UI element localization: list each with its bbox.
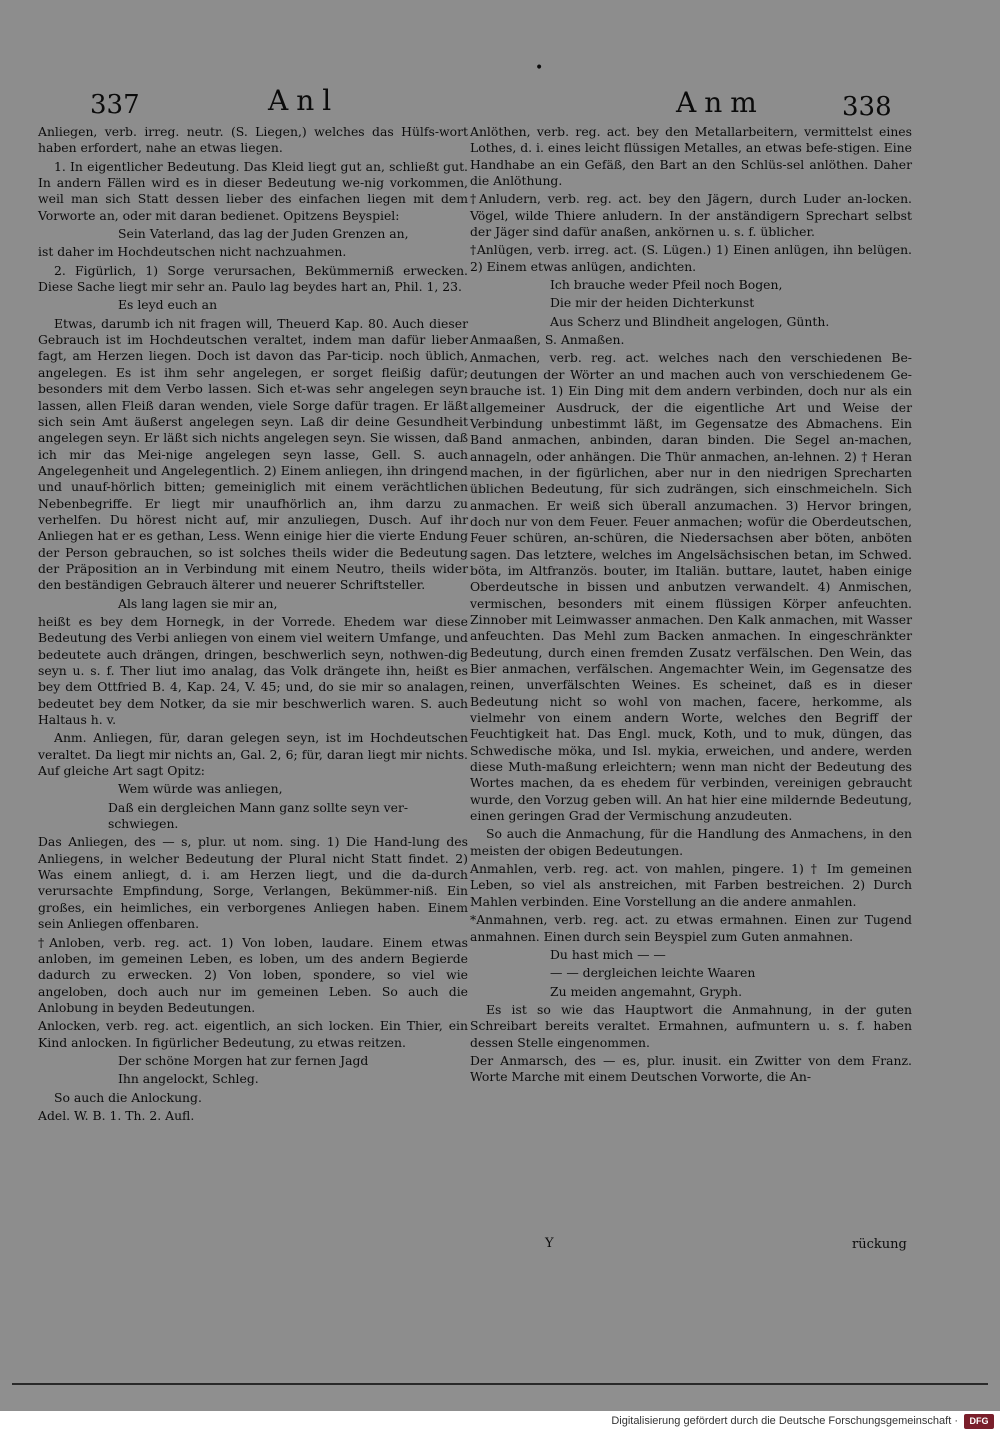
entry-anludern: †Anludern, verb. reg. act. bey den Jägern, durch Luder an-locken. Vögel, wilde Thiere anludern. In der anständigern Sprechart selbst der Jäger sind dafür anaßen, ankörnen u. s. f. üblicher.: [470, 191, 912, 240]
signature-line: Adel. W. B. 1. Th. 2. Aufl.: [38, 1107, 195, 1123]
footer-bar: [0, 1411, 1000, 1432]
entry-anluegen: †Anlügen, verb. irreg. act. (S. Lügen.) 1) Einen anlügen, ihn belügen. 2) Einem etwas anlügen, andichten.: [470, 242, 912, 274]
paragraph: Es ist so wie das Hauptwort die Anmahnung, in der guten Schreibart bereits veraltet. Ermahnen, aufmuntern u. s. f. haben dessen Stelle eingenommen.: [470, 1001, 912, 1050]
paragraph: So auch die Anmachung, für die Handlung des Anmachens, in den meisten der obigen Bedeutungen.: [470, 826, 912, 858]
paragraph: Etwas, darumb ich nit fragen will, Theuerd Kap. 80. Auch dieser Gebrauch ist im Hochdeutschen veraltet, indem man dafür lieber fagt, am Herzen liegen. Doch ist davon das Par-ticip. noch üblich, angelegen. Es ist ihm sehr angelegen, er sorget fleißig dafür; besonders mit dem Verbo lassen. Sich et-was sehr angelegen seyn lassen, allen Fleiß daran wenden, viele Sorge dafür tragen. Er läßt sich sein Amt äußerst angelegen seyn. Laß dir deine Gesundheit angelegen seyn. Er läßt sich nichts angelegen seyn. Sie wissen, daß ich mir das Mei-nige angelegen seyn lasse, Gell. S. auch Angelegenheit und Angelegentlich. 2) Einem anliegen, ihn dringend und unauf-hörlich bitten; gemeiniglich mit einem verächtlichen Nebenbegriffe. Er liegt mir unaufhörlich an, ihm darzu zu verhelfen. Du hörest nicht auf, mir anzuliegen, Dusch. Auf ihr Anliegen hat er es gethan, Less. Wenn einige hier die vierte Endung der Person gebrauchen, so ist solches theils wider die Bedeutung der Präposition an in Verbindung mit einem Neutro, theils wider den beständigen Gebrauch älterer und neuerer Schriftsteller.: [38, 315, 468, 593]
paragraph: ist daher im Hochdeutschen nicht nachzuahmen.: [38, 244, 347, 260]
running-head-left: Anl: [268, 84, 340, 117]
signature-mark: Y: [545, 1236, 554, 1251]
paragraph: heißt es bey dem Hornegk, in der Vorrede. Ehedem war diese Bedeutung des Verbi anliegen von einem viel weitern Umfange, und bedeutete auch drängen, dringen, beschwerlich seyn, nothwen-dig seyn u. s. f. Ther liut imo analag, das Volk drängete ihn, heißt es bey dem Ottfried B. 4, Kap. 24, V. 45; und, do sie mir so analagen, bedeutet bey dem Notker, da sie mir beschwerlich waren. S. auch Haltaus h. v.: [38, 613, 468, 728]
sense-paragraph: 1. In eigentlicher Bedeutung. Das Kleid liegt gut an, schließt gut. In andern Fällen wird es in dieser Bedeutung we-nig vorkommen, weil man sich Statt dessen lieber des einfachen liegen mit dem Vorworte an, oder mit daran bedienet. Opitzens Beyspiel:: [38, 158, 468, 223]
page-number-right: 338: [842, 92, 892, 122]
quotation: Ihn angelockt, Schleg.: [118, 1071, 259, 1087]
quotation: Sein Vaterland, das lag der Juden Grenzen an,: [118, 226, 409, 242]
entry-anliegen: Anliegen, verb. irreg. neutr. (S. Liegen,) welches das Hülfs-wort haben erfordert, nahe an etwas liegen.: [38, 124, 468, 156]
entry-anmachen: Anmachen, verb. reg. act. welches nach den verschiedenen Be-deutungen der Wörter an und machen auch von verschiedenem Ge-brauche ist. 1) Ein Ding mit dem andern verbinden, doch nur als ein allgemeiner Ausdruck, der die eigentliche Art und Weise der Verbindung unbestimmt läßt, im Gegensatze des Abmachens. Ein Band anmachen, anbinden, daran binden. Die Segel an-machen, annageln, oder anhängen. Die Thür anmachen, an-lehnen. 2) † Heran machen, in der figürlichen, aber nur in den niedrigen Sprecharten üblichen Bedeutung, für sich zudrängen, sich einschmeicheln. Sich anmachen. Er weiß sich überall anzumachen. 3) Hervor bringen, doch nur von dem Feuer. Feuer anmachen; wofür die Oberdeutschen, Feuer schüren, an-schüren, die Niedersachsen aber böten, anböten sagen. Das letztere, welches im Angelsächsischen betan, im Schwed. böta, im Altfranzös. bouter, im Italiän. buttare, lautet, haben einige Oberdeutsche in bissen und anbutzen verwandelt. 4) Anmischen, vermischen, besonders mit einem flüssigen Körper anfeuchten. Zinnober mit Leimwasser anmachen. Den Kalk anmachen, mit Wasser anfeuchten. Das Mehl zum Backen anmachen. In eingeschränkter Bedeutung, durch einen fremden Zusatz verfälschen. Den Wein, das Bier anmachen, verfälschen. Angemachter Wein, im Gegensatze des reinen, unverfälschten Weines. Es scheinet, daß es in dieser Bedeutung nicht so wohl von machen, facere, herkomme, als vielmehr von einem andern Worte, welches den Begriff der Feuchtigkeit hat. Das Engl. muck, Koth, und to muk, düngen, das Schwedische möka, und Isl. mykia, erweichen, und andere, werden diese Muth-maßung erleichtern; wenn man nicht der Bedeutung des Wortes machen, da es ehedem für verbinden, vereinigen gebraucht wurde, den Vorzug geben will. An hat hier eine mildernde Bedeutung, einen geringen Grad der Vermischung anzudeuten.: [470, 350, 912, 824]
left-column: [38, 124, 468, 1126]
quotation: Daß ein dergleichen Mann ganz sollte seyn ver-schwiegen.: [108, 799, 409, 832]
footer-credit: Digitalisierung gefördert durch die Deutsche Forschungsgemeinschaft ·: [611, 1415, 958, 1427]
catchword: rückung: [852, 1237, 907, 1252]
annotation-paragraph: Anm. Anliegen, für, daran gelegen seyn, ist im Hochdeutschen veraltet. Da liegt mir nichts an, Gal. 2, 6; für, daran liegt mir nichts. Auf gleiche Art sagt Opitz:: [38, 730, 468, 779]
quotation: Zu meiden angemahnt, Gryph.: [550, 983, 743, 999]
paragraph: So auch die Anlockung.: [54, 1089, 202, 1105]
entry-anloben: †Anloben, verb. reg. act. 1) Von loben, laudare. Einem etwas anloben, im gemeinen Leben, es loben, um des andern Begierde dadurch zu erwecken. 2) Von loben, spondere, so viel wie angeloben, doch auch nur im gemeinen Leben. So auch die Anlobung in beyden Bedeutungen.: [38, 934, 468, 1015]
quotation: — — dergleichen leichte Waaren: [550, 965, 756, 981]
entry-anloethen: Anlöthen, verb. reg. act. bey den Metallarbeitern, vermittelst eines Lothes, d. i. eines leicht flüssigen Metalles, an etwas befe-stigen. Eine Handhabe an ein Gefäß, den Bart an den Schlüs-sel anlöthen. Daher die Anlöthung.: [470, 124, 912, 189]
quotation: Du hast mich — —: [550, 946, 666, 962]
entry-anmahnen: *Anmahnen, verb. reg. act. zu etwas ermahnen. Einen zur Tugend anmahnen. Einen durch sein Beyspiel zum Guten anmahnen.: [470, 912, 912, 944]
right-column: [470, 124, 912, 1088]
quotation: Es leyd euch an: [118, 297, 218, 313]
sense-paragraph: 2. Figürlich, 1) Sorge verursachen, Bekümmerniß erwecken. Diese Sache liegt mir sehr an. Paulo lag beydes hart an, Phil. 1, 23.: [38, 262, 468, 295]
quotation: Der schöne Morgen hat zur fernen Jagd: [118, 1052, 369, 1068]
page-number-left: 337: [90, 90, 140, 120]
quotation: Wem würde was anliegen,: [118, 781, 283, 797]
entry-anlocken: Anlocken, verb. reg. act. eigentlich, an sich locken. Ein Thier, ein Kind anlocken. In figürlicher Bedeutung, zu etwas reitzen.: [38, 1018, 468, 1050]
quotation: Ich brauche weder Pfeil noch Bogen,: [550, 277, 783, 293]
entry-anmarsch: Der Anmarsch, des — es, plur. inusit. ein Zwitter von dem Franz. Worte Marche mit einem Deutschen Vorworte, die An-: [470, 1052, 912, 1085]
dfg-logo: DFG: [964, 1414, 994, 1429]
entry-das-anliegen: Das Anliegen, des — s, plur. ut nom. sing. 1) Die Hand-lung des Anliegens, in welcher Bedeutung der Plural nicht Statt findet. 2) Was einem anliegt, d. i. am Herzen liegt, und die da-durch verursachte Empfindung, Sorge, Verlangen, Bekümmer-niß. Ein großes, ein heimliches, ein verborgenes Anliegen haben. Einem sein Anliegen offenbaren.: [38, 834, 468, 932]
quotation: Die mir der heiden Dichterkunst: [550, 295, 755, 311]
ink-mark: •: [535, 60, 544, 76]
quotation: Aus Scherz und Blindheit angelogen, Günth.: [550, 313, 830, 329]
running-head-right: Anm: [676, 86, 765, 119]
quotation: Als lang lagen sie mir an,: [118, 595, 278, 611]
entry-anmaassen: Anmaaßen, S. Anmaßen.: [470, 332, 625, 348]
page-bottom-rule: [12, 1383, 988, 1385]
entry-anmahlen: Anmahlen, verb. reg. act. von mahlen, pingere. 1) † Im gemeinen Leben, so viel als anstreichen, mit Farben bestreichen. 2) Durch Mahlen verbinden. Eine Vorstellung an die andere anmahlen.: [470, 861, 912, 909]
